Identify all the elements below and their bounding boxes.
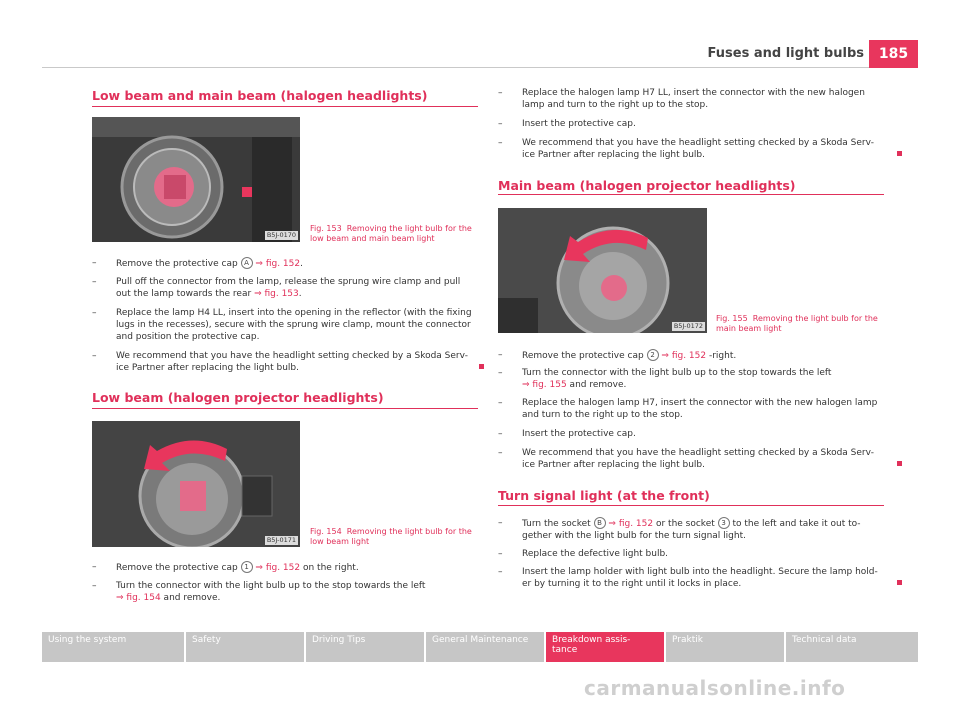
figure-154-photo [92,421,300,547]
figure-code: B5J-0171 [266,536,296,544]
chapter-title: Fuses and light bulbs [707,46,864,61]
figure-link[interactable]: ⇒ fig. 152 [255,563,301,573]
section-title-low-main-beam: Low beam and main beam (halogen headlights) [92,88,428,103]
tab-breakdown-assistance[interactable]: Breakdown assis- tance [546,632,664,662]
caption-number: Fig. 153 [310,224,342,233]
caption-text: Removing the light bulb for the low beam and main beam light [310,224,472,243]
caption-number: Fig. 155 [716,314,748,323]
page-number: 185 [869,40,918,68]
callout-A: A [241,257,253,269]
section-end-mark [897,580,902,585]
section-title-turn-signal: Turn signal light (at the front) [498,488,710,503]
caption-text: Removing the light bulb for the low beam light [310,527,472,546]
section-title-main-beam-projector: Main beam (halogen projector headlights) [498,178,796,193]
section-title-low-beam-projector: Low beam (halogen projector headlights) [92,390,384,405]
figure-link[interactable]: ⇒ fig. 154 [116,593,161,603]
figure-code: B5J-0172 [673,322,703,330]
figure-155-photo [498,208,707,333]
tab-driving-tips[interactable]: Driving Tips [306,632,424,662]
figure-link[interactable]: ⇒ fig. 155 [522,380,567,390]
chapter-nav [42,632,918,662]
section-end-mark [897,461,902,466]
figure-code: B5J-0170 [266,231,296,239]
figure-153-caption [310,224,480,244]
callout-1: 1 [241,561,253,573]
callout-2: 2 [647,349,659,361]
figure-link[interactable]: ⇒ fig. 153 [254,289,299,299]
caption-number: Fig. 154 [310,527,342,536]
tab-technical-data[interactable]: Technical data [786,632,918,662]
section-rule [498,194,884,195]
figure-link[interactable]: ⇒ fig. 152 [608,519,654,529]
tab-general-maintenance[interactable]: General Maintenance [426,632,544,662]
tab-using-the-system[interactable]: Using the system [42,632,184,662]
figure-link[interactable]: ⇒ fig. 152 [661,351,707,361]
callout-B: B [594,517,606,529]
tab-safety[interactable]: Safety [186,632,304,662]
figure-153-photo [92,117,300,242]
tab-praktik[interactable]: Praktik [666,632,784,662]
figure-link[interactable]: ⇒ fig. 152 [255,259,301,269]
watermark: carmanualsonline.info [584,676,846,700]
header-rule [42,67,918,68]
section-rule [92,408,478,409]
section-end-mark [897,151,902,156]
section-rule [498,505,884,506]
section-end-mark [479,364,484,369]
figure-155-caption [716,314,886,334]
section-rule [92,106,478,107]
callout-3: 3 [718,517,730,529]
figure-154-caption [310,527,480,547]
caption-text: Removing the light bulb for the main beam light [716,314,878,333]
